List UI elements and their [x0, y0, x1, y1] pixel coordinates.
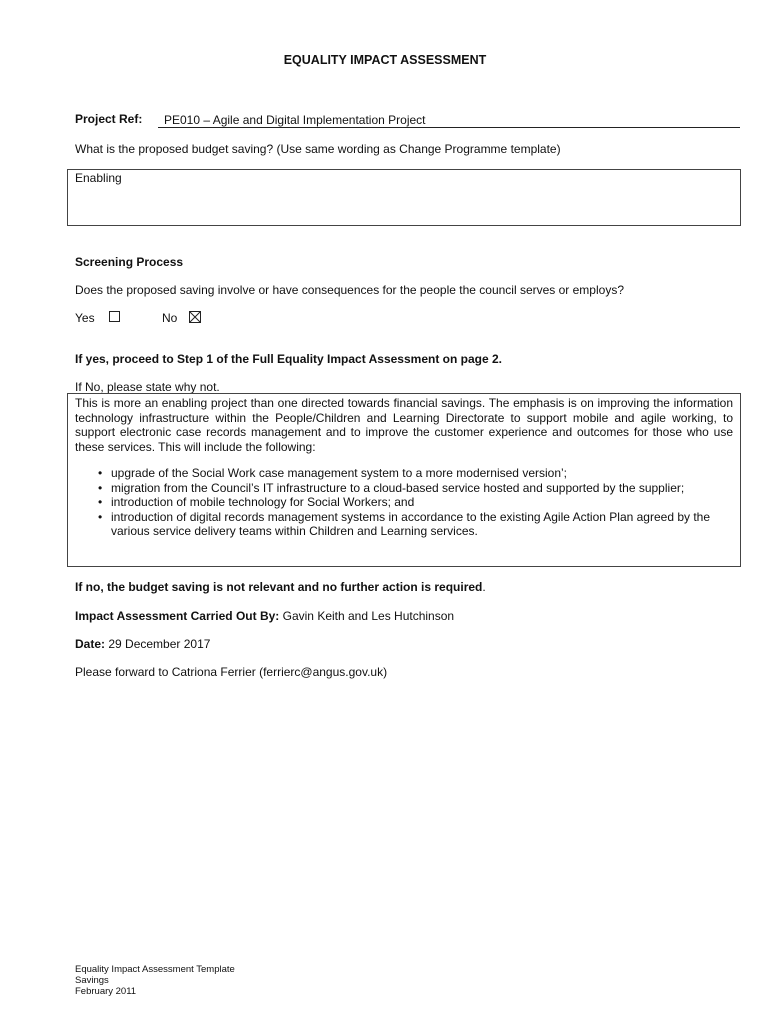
project-ref-label: Project Ref:: [75, 112, 143, 126]
reason-box[interactable]: [67, 393, 741, 567]
if-yes-instruction: If yes, proceed to Step 1 of the Full Equality Impact Assessment on page 2.: [75, 352, 502, 366]
carried-out-label: Impact Assessment Carried Out By:: [75, 609, 280, 623]
forward-instruction: Please forward to Catriona Ferrier (ferrierc@angus.gov.uk): [75, 665, 388, 679]
bullet-icon: •: [98, 495, 103, 509]
footer-line: Savings: [75, 975, 109, 986]
reason-paragraph: This is more an enabling project than one directed towards financial savings. The emphasis is on improving the information technology infrastructure within the People/Children and Learning Directorate to support mobile and agile working, to support electronic case records management and to improve the customer experience and outcomes for those who use these services. This will include the following:: [75, 396, 733, 454]
list-item-text: upgrade of the Social Work case management system to a more modernised version’;: [111, 466, 567, 480]
list-item: [98, 480, 733, 496]
footer-line: February 2011: [75, 986, 137, 997]
conclusion-period: .: [482, 580, 486, 594]
screening-question: Does the proposed saving involve or have consequences for the people the council serves or employs?: [75, 283, 624, 297]
list-item-text: introduction of mobile technology for Social Workers; and: [111, 495, 415, 509]
list-item: [98, 495, 733, 510]
conclusion-text: If no, the budget saving is not relevant and no further action is required: [75, 580, 483, 594]
conclusion: [75, 580, 486, 594]
project-ref-field[interactable]: PE010 – Agile and Digital Implementation Project: [158, 113, 740, 128]
assessment-date: [75, 637, 210, 651]
list-item: [98, 509, 733, 539]
page-footer: [75, 964, 235, 997]
list-item: [98, 466, 733, 481]
no-checkbox-checked[interactable]: [189, 311, 201, 323]
list-item-text: introduction of digital records management systems in accordance to the existing Agile Action Plan agreed by the various service delivery teams within Children and Learning services.: [111, 509, 711, 538]
budget-answer-box[interactable]: [67, 169, 741, 226]
budget-answer-text: Enabling: [75, 171, 122, 185]
page-title: EQUALITY IMPACT ASSESSMENT: [283, 53, 487, 67]
date-label: Date:: [75, 637, 106, 651]
yes-checkbox[interactable]: [109, 311, 120, 322]
if-no-label: If No, please state why not.: [75, 380, 220, 394]
carried-out-by: [75, 609, 454, 623]
bullet-icon: •: [98, 466, 103, 480]
bullet-icon: •: [98, 480, 103, 495]
footer-line: Equality Impact Assessment Template: [75, 964, 235, 975]
yes-label: Yes: [75, 311, 95, 325]
screening-heading: Screening Process: [75, 255, 184, 269]
reason-list: [75, 466, 733, 539]
bullet-icon: •: [98, 509, 103, 524]
list-item-text: migration from the Council’s IT infrastructure to a cloud-based service hosted and supported by the supplier;: [111, 480, 685, 495]
no-label: No: [162, 311, 178, 325]
carried-out-value: Gavin Keith and Les Hutchinson: [279, 609, 455, 623]
date-value: 29 December 2017: [105, 637, 211, 651]
budget-question: What is the proposed budget saving? (Use same wording as Change Programme template): [75, 142, 561, 156]
